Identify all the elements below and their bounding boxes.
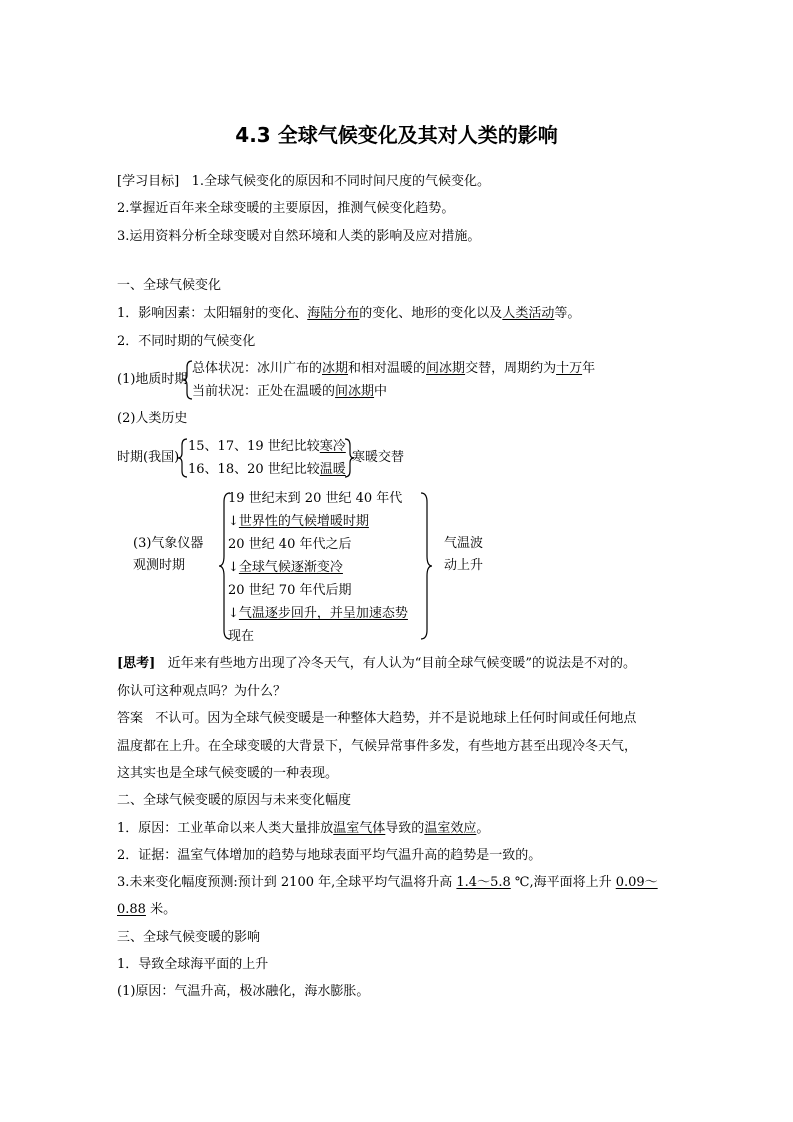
forecast-line-1: 3.未来变化幅度预测:预计到 2100 年,全球平均气温将升高 1.4～5.8 ℃,海平面将上升 0.09～ (117, 875, 658, 890)
forecast-line-2: 0.88 米。 (117, 902, 177, 917)
instrument-brace-right (420, 492, 430, 640)
objectives-line-2: 2.掌握近百年来全球变暖的主要原因，推测气候变化趋势。 (117, 201, 455, 216)
think-answer-line-1: 答案 不认可。因为全球气候变暖是一种整体大趋势，并不是说地球上任何时间或任何地点 (117, 711, 637, 726)
geo-line-1: 总体状况：冰川广布的冰期和相对温暖的间冰期交替，周期约为十万年 (192, 361, 596, 376)
instrument-right-2: 动上升 (444, 558, 484, 573)
china-line-1: 15、17、19 世纪比较寒冷 (188, 439, 346, 454)
geo-line-2: 当前状况：正处在温暖的间冰期中 (192, 384, 388, 399)
think-label: [思考] (117, 656, 156, 671)
section3-reason: (1)原因：气温升高，极冰融化，海水膨胀。 (117, 984, 370, 999)
instrument-t3: 20 世纪 70 年代后期 (228, 583, 352, 598)
down-arrow-icon: ↓ (228, 606, 239, 621)
china-right: 寒暖交替 (352, 450, 405, 465)
instrument-a2-row: ↓全球气候逐渐变冷 (228, 560, 343, 575)
instrument-label-1: (3)气象仪器 (133, 536, 204, 551)
section2-heading: 二、全球气候变暖的原因与未来变化幅度 (117, 793, 352, 808)
think-question-line-1: [思考] 近年来有些地方出现了冷冬天气，有人认为“目前全球气候变暖”的说法是不对的。 (117, 656, 637, 671)
objectives-line-1: [学习目标] 1.全球气候变化的原因和不同时间尺度的气候变化。 (117, 174, 490, 189)
section3-heading: 三、全球气候变暖的影响 (117, 930, 261, 945)
down-arrow-icon: ↓ (228, 514, 239, 529)
think-answer-line-2: 温度都在上升。在全球变暖的大背景下，气候异常事件多发，有些地方甚至出现冷冬天气， (117, 739, 638, 754)
instrument-t2: 20 世纪 40 年代之后 (228, 537, 352, 552)
china-brace-right (344, 438, 352, 478)
instrument-label-2: 观测时期 (133, 558, 186, 573)
page-title: 4.3 全球气候变化及其对人类的影响 (235, 123, 558, 147)
section3-sub1: 1．导致全球海平面的上升 (117, 957, 269, 972)
china-line-2: 16、18、20 世纪比较温暖 (188, 462, 346, 477)
instrument-t4: 现在 (228, 629, 255, 644)
objectives-label: [学习目标] (117, 174, 180, 189)
answer-label: 答案 (117, 711, 144, 726)
periods-heading: 2．不同时期的气候变化 (117, 334, 256, 349)
objectives-line-3: 3.运用资料分析全球变暖对自然环境和人类的影响及应对措施。 (117, 229, 481, 244)
cause-line: 1．原因：工业革命以来人类大量排放温室气体导致的温室效应。 (117, 821, 490, 836)
section1-heading: 一、全球气候变化 (117, 278, 222, 293)
instrument-right-1: 气温波 (444, 536, 484, 551)
instrument-a1-row: ↓世界性的气候增暖时期 (228, 514, 369, 529)
factors-line: 1．影响因素：太阳辐射的变化、海陆分布的变化、地形的变化以及人类活动等。 (117, 306, 581, 321)
human-heading: (2)人类历史 (117, 411, 188, 426)
instrument-t1: 19 世纪末到 20 世纪 40 年代 (228, 491, 403, 506)
china-brace-left (180, 438, 188, 478)
evidence-line: 2．证据：温室气体增加的趋势与地球表面平均气温升高的趋势是一致的。 (117, 848, 542, 863)
china-label: 时期(我国) (117, 450, 180, 465)
instrument-a3-row: ↓气温逐步回升，并呈加速态势 (228, 606, 408, 621)
down-arrow-icon: ↓ (228, 560, 239, 575)
geo-label: (1)地质时期 (117, 372, 188, 387)
think-answer-line-3: 这其实也是全球气候变暖的一种表现。 (117, 766, 339, 781)
think-question-line-2: 你认可这种观点吗？为什么？ (117, 684, 287, 699)
